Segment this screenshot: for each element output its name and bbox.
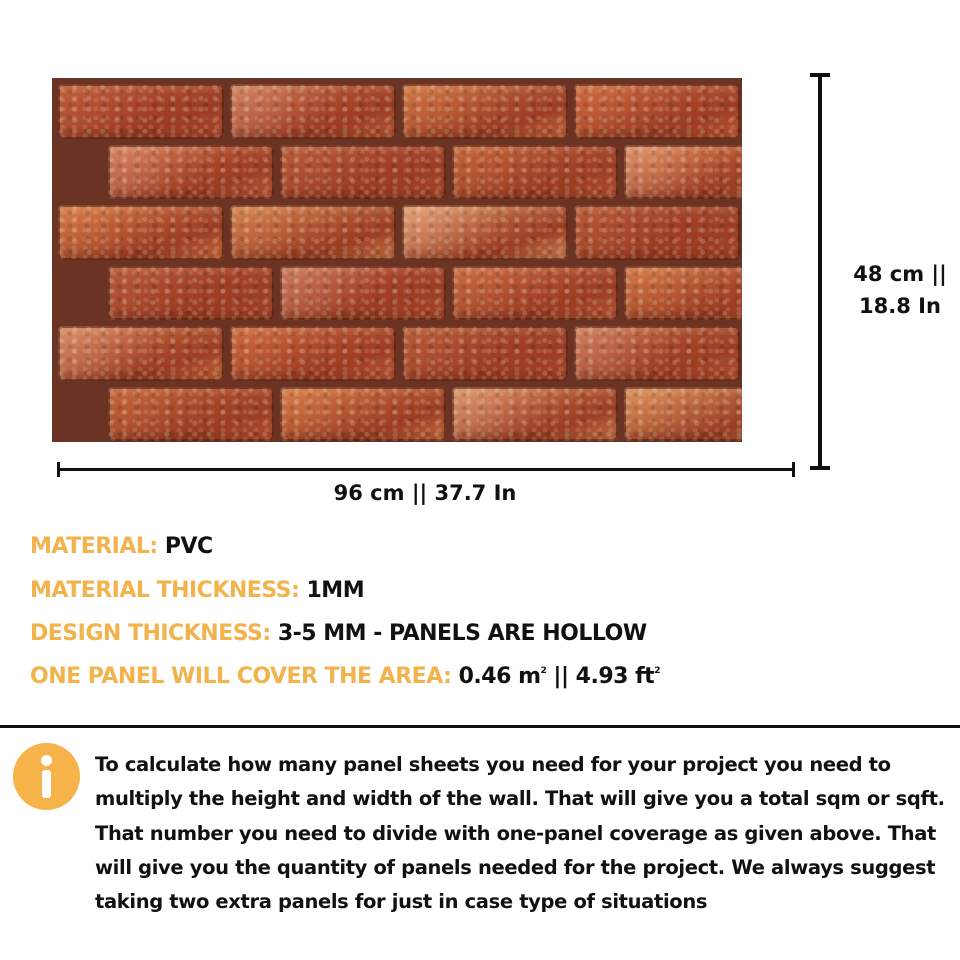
info-text: To calculate how many panel sheets you need for your project you need to multiply the height and width of the wall. That will give you a total sqm or sqft. That number you need to divide with one-panel coverage as given above. That will give you the quantity of panels needed for the project. We always suggest taking two extra panels for just in case type of situations (95, 753, 945, 914)
brick-texture (230, 326, 396, 381)
brick (452, 266, 618, 321)
width-dimension-cap-right (792, 462, 795, 477)
brick-texture (402, 205, 568, 260)
brick (624, 145, 742, 200)
brick-texture (58, 205, 224, 260)
brick (108, 145, 274, 200)
brick-texture (574, 84, 740, 139)
spec-area-ft-sup: 2 (654, 666, 660, 676)
brick-panel-image (52, 78, 742, 442)
brick-texture (624, 387, 742, 442)
info-icon-dot (41, 755, 52, 766)
spec-thickness (30, 578, 364, 603)
brick-texture (280, 387, 446, 442)
height-dimension-line (818, 75, 822, 470)
width-dimension-line (58, 468, 794, 471)
spec-design-label: DESIGN THICKNESS: (30, 621, 271, 646)
brick (280, 145, 446, 200)
brick (230, 326, 396, 381)
height-label-line1: 48 cm || (853, 262, 947, 286)
brick (280, 266, 446, 321)
brick-texture (108, 387, 274, 442)
spec-area (30, 664, 660, 689)
spec-thickness-label: MATERIAL THICKNESS: (30, 578, 300, 603)
brick-texture (108, 266, 274, 321)
brick-texture (624, 266, 742, 321)
brick-texture (452, 266, 618, 321)
width-dimension-label: 96 cm || 37.7 In (333, 481, 517, 505)
spec-area-m-sup: 2 (540, 666, 547, 676)
spec-design (30, 621, 647, 646)
brick-texture (452, 145, 618, 200)
spec-thickness-value: 1MM (306, 578, 365, 603)
height-dimension-label (840, 258, 960, 322)
brick (452, 145, 618, 200)
brick (574, 326, 740, 381)
brick (58, 326, 224, 381)
brick-texture (402, 84, 568, 139)
brick (108, 387, 274, 442)
brick-texture (574, 205, 740, 260)
spec-design-value: 3-5 MM - PANELS ARE HOLLOW (277, 621, 647, 646)
brick-texture (108, 145, 274, 200)
brick (402, 326, 568, 381)
brick-texture (58, 326, 224, 381)
height-dimension-cap-bottom (810, 466, 830, 470)
spec-area-label: ONE PANEL WILL COVER THE AREA: (30, 664, 452, 689)
brick-texture (452, 387, 618, 442)
info-icon-stem (42, 770, 51, 798)
brick (280, 387, 446, 442)
spec-area-value (459, 664, 660, 689)
brick-texture (58, 84, 224, 139)
brick-texture (402, 326, 568, 381)
height-dimension-cap-top (810, 73, 830, 77)
spec-area-m: 0.46 m (458, 664, 541, 689)
brick-texture (624, 145, 742, 200)
width-dimension-cap-left (57, 462, 60, 477)
spec-area-sep: || (546, 664, 576, 689)
brick (230, 84, 396, 139)
brick (108, 266, 274, 321)
spec-material-label: MATERIAL: (30, 534, 158, 559)
spec-area-ft: 4.93 ft (575, 664, 655, 689)
brick (452, 387, 618, 442)
brick (574, 205, 740, 260)
divider-line (0, 725, 960, 728)
brick (624, 266, 742, 321)
height-label-line2: 18.8 In (859, 294, 941, 318)
brick (58, 84, 224, 139)
brick-texture (280, 145, 446, 200)
brick (230, 205, 396, 260)
brick-texture (280, 266, 446, 321)
brick-texture (230, 205, 396, 260)
brick (402, 205, 568, 260)
brick (574, 84, 740, 139)
brick-texture (230, 84, 396, 139)
spec-material (30, 534, 213, 559)
info-icon (13, 743, 80, 810)
spec-material-value: PVC (164, 534, 213, 559)
brick (58, 205, 224, 260)
brick (624, 387, 742, 442)
brick (402, 84, 568, 139)
brick-texture (574, 326, 740, 381)
